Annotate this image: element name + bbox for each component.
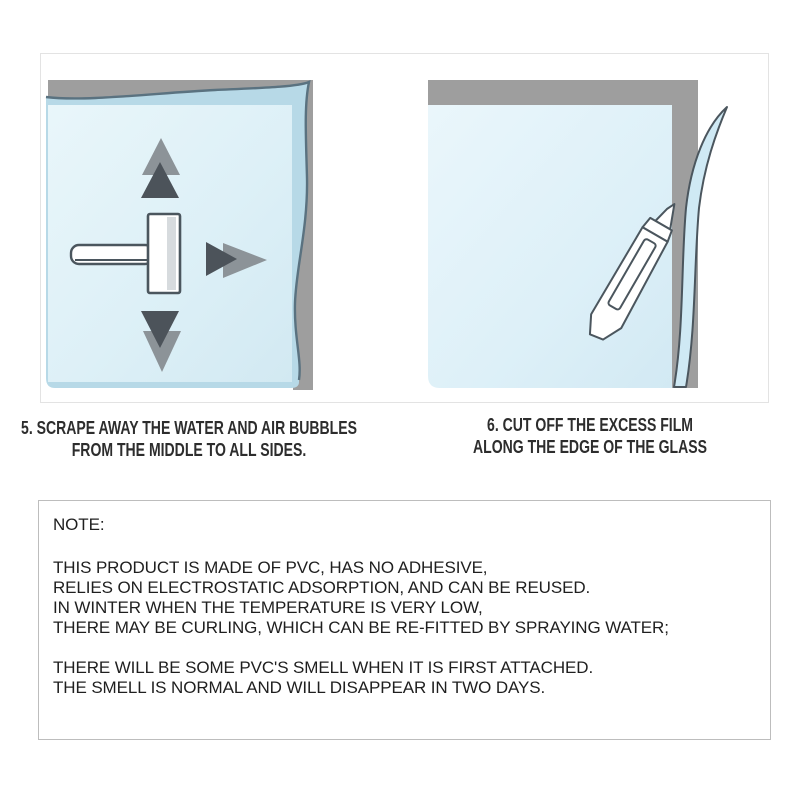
- note-line: RELIES ON ELECTROSTATIC ADSORPTION, AND CAN BE REUSED.: [53, 578, 591, 597]
- note-line: THERE WILL BE SOME PVC'S SMELL WHEN IT IS FIRST ATTACHED.: [53, 658, 594, 677]
- note-line: THERE MAY BE CURLING, WHICH CAN BE RE-FITTED BY SPRAYING WATER;: [53, 618, 669, 637]
- note-content: [39, 501, 770, 698]
- step6-illustration: [428, 78, 730, 393]
- step6-caption-line1: 6. CUT OFF THE EXCESS FILM: [487, 415, 693, 435]
- note-box: [38, 500, 771, 740]
- step5-caption-line2: FROM THE MIDDLE TO ALL SIDES.: [71, 440, 307, 460]
- step6-caption: [434, 414, 746, 458]
- note-line: IN WINTER WHEN THE TEMPERATURE IS VERY LOW,: [53, 598, 483, 617]
- note-line: THE SMELL IS NORMAL AND WILL DISAPPEAR IN TWO DAYS.: [53, 678, 546, 697]
- note-paragraph-2: [53, 658, 770, 698]
- note-line: THIS PRODUCT IS MADE OF PVC, HAS NO ADHESIVE,: [53, 558, 488, 577]
- step5-caption-line1: 5. SCRAPE AWAY THE WATER AND AIR BUBBLES: [21, 418, 357, 438]
- note-paragraph-1: [53, 558, 770, 638]
- step5-illustration: [45, 78, 315, 393]
- step6-caption-line2: ALONG THE EDGE OF THE GLASS: [472, 437, 707, 457]
- step5-caption: [6, 417, 373, 461]
- note-title: NOTE:: [53, 515, 105, 534]
